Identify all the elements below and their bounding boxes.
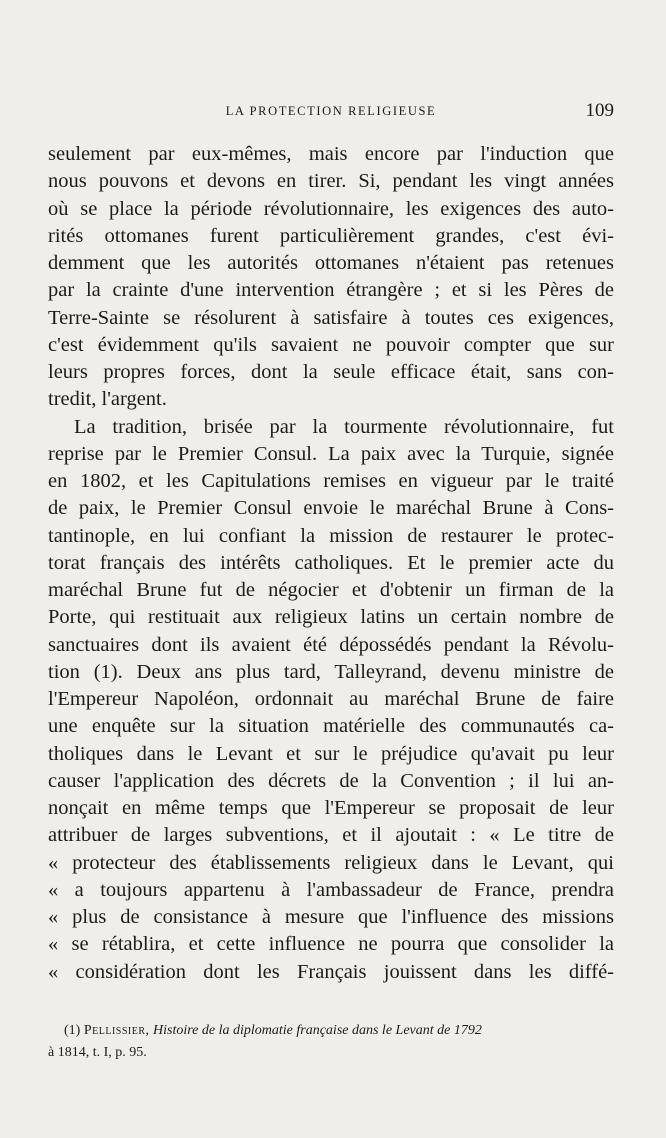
footnote-first-line bbox=[48, 1020, 614, 1042]
text-line: rités ottomanes furent particulièrement grandes, c'est évi- bbox=[48, 224, 614, 247]
text-line: sanctuaires dont ils avaient été dépossédés pendant la Révolu- bbox=[48, 633, 614, 656]
text-line: nonçait en même temps que l'Empereur se proposait de leur bbox=[48, 797, 614, 819]
footnote-marker: (1) bbox=[64, 1023, 81, 1038]
quote-line: « se rétablira, et cette influence ne pourra que consolider la bbox=[48, 933, 614, 956]
text-line: nous pouvons et devons en tirer. Si, pendant les vingt années bbox=[48, 170, 614, 193]
text-line: seulement par eux-mêmes, mais encore par l'induction que bbox=[48, 143, 614, 165]
footnote-title: Histoire de la diplomatie française dans le Levant de 1792 bbox=[153, 1023, 482, 1038]
running-title: LA PROTECTION RELIGIEUSE bbox=[225, 104, 437, 118]
page-number: 109 bbox=[585, 100, 614, 121]
text-line: tholiques dans le Levant et sur le préjudice qu'avait pu leur bbox=[48, 742, 614, 765]
text-line: reprise par le Premier Consul. La paix avec la Turquie, signée bbox=[48, 442, 614, 465]
text-line: torat français des intérêts catholiques. Et le premier acte du bbox=[48, 551, 614, 574]
footnote-continuation: à 1814, t. I, p. 95. bbox=[48, 1045, 147, 1060]
text-line: où se place la période révolutionnaire, les exigences des auto- bbox=[48, 197, 614, 220]
text-line: de paix, le Premier Consul envoie le maréchal Brune à Cons- bbox=[48, 497, 614, 520]
text-line: en 1802, et les Capitulations remises en vigueur par le traité bbox=[48, 470, 614, 492]
text-line: par la crainte d'une intervention étrangère ; et si les Pères de bbox=[48, 279, 614, 302]
quote-line: « considération dont les Français jouissent dans les diffé- bbox=[48, 960, 614, 983]
paragraph-last-line: tredit, l'argent. bbox=[48, 388, 167, 411]
text-line: tion (1). Deux ans plus tard, Talleyrand, devenu ministre de bbox=[48, 660, 614, 683]
body-text bbox=[48, 141, 614, 986]
paragraph-first-line: La tradition, brisée par la tourmente révolutionnaire, fut bbox=[74, 415, 614, 438]
text-line: Terre-Sainte se résolurent à satisfaire à toutes ces exigences, bbox=[48, 306, 614, 329]
quote-line: « protecteur des établissements religieux dans le Levant, qui bbox=[48, 851, 614, 874]
quote-line: « a toujours appartenu à l'ambassadeur de France, prendra bbox=[48, 878, 614, 901]
text-line: maréchal Brune fut de négocier et d'obtenir un firman de la bbox=[48, 579, 614, 601]
text-line: attribuer de larges subventions, et il ajoutait : « Le titre de bbox=[48, 824, 614, 847]
footnote-author: Pellissier, bbox=[83, 1023, 150, 1038]
text-line: tantinople, en lui confiant la mission de restaurer le protec- bbox=[48, 524, 614, 547]
text-line: une enquête sur la situation matérielle des communautés ca- bbox=[48, 715, 614, 738]
footnote bbox=[48, 1020, 614, 1064]
running-head bbox=[48, 100, 614, 122]
text-line: Porte, qui restituait aux religieux latins un certain nombre de bbox=[48, 606, 614, 629]
text-line: causer l'application des décrets de la Convention ; il lui an- bbox=[48, 769, 614, 792]
text-line: l'Empereur Napoléon, ordonnait au maréchal Brune de faire bbox=[48, 688, 614, 710]
text-line: demment que les autorités ottomanes n'étaient pas retenues bbox=[48, 252, 614, 274]
text-line: c'est évidemment qu'ils savaient ne pouvoir compter que sur bbox=[48, 333, 614, 356]
text-line: leurs propres forces, dont la seule efficace était, sans con- bbox=[48, 361, 614, 383]
quote-line: « plus de consistance à mesure que l'influence des missions bbox=[48, 906, 614, 928]
